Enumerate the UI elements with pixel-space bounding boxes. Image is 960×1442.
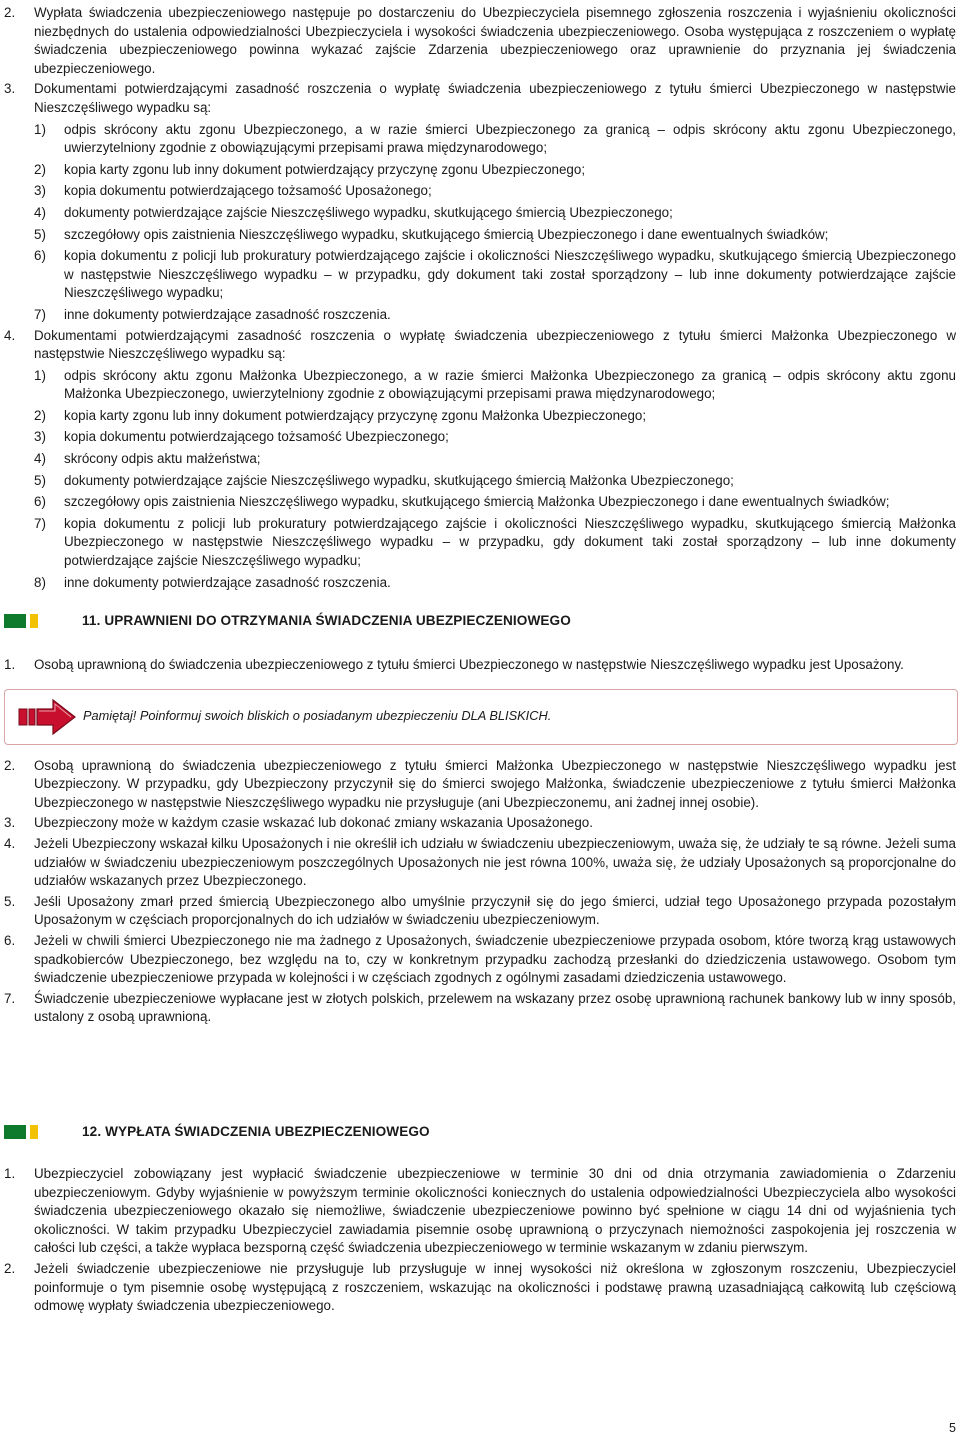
yellow-bar-icon <box>30 1125 38 1139</box>
item-text: Ubezpieczyciel zobowiązany jest wypłacić świadczenie ubezpieczeniowe w terminie 30 dni od dnia otrzymania zawiadomienia o Zdarzeniu ubezpieczeniowym. Gdyby wyjaśnienie w powyższym terminie okoliczności koniecznych do ustalenia odpowiedzialności Ubezpieczyciela albo wysokości świadczenia ubezpieczeniowego okazało się niemożliwe, świadczenie ubezpieczeniowe powinno być spełnione w ciągu 14 dni od wyjaśnienia tych okoliczności. W takim przypadku Ubezpieczyciel zawiadamia pisemnie osobę uprawnioną o przyczynach niemożności zaspokojenia jej roszczenia w całości lub części, a także wypłaca bezsporną część świadczenia ubezpieczeniowego w terminie wskazanym w zdaniu pierwszym. <box>34 1166 956 1256</box>
reminder-text: Pamiętaj! Poinformuj swoich bliskich o posiadanym ubezpieczeniu DLA BLISKICH. <box>83 708 552 724</box>
item-text: kopia dokumentu potwierdzającego tożsamość Uposażonego; <box>64 183 432 199</box>
yellow-bar-icon <box>30 614 38 628</box>
list-item <box>34 161 958 180</box>
paragraph-number: 2. <box>4 5 16 20</box>
paragraph-4 <box>4 327 958 364</box>
item-number: 2. <box>4 757 16 773</box>
item-number: 2. <box>4 1260 16 1276</box>
item-number: 3) <box>34 429 46 445</box>
item-number: 5) <box>34 226 46 242</box>
list-item <box>4 1260 958 1316</box>
list-item <box>34 226 958 245</box>
list-item <box>4 757 958 813</box>
item-number: 1. <box>4 1166 16 1181</box>
paragraph-text: Dokumentami potwierdzającymi zasadność roszczenia o wypłatę świadczenia ubezpieczeniowego z tytułu śmierci Ubezpieczonego w następstwie Nieszczęśliwego wypadku są: <box>34 81 956 115</box>
list-item <box>4 1165 958 1258</box>
item-text: Jeżeli świadczenie ubezpieczeniowe nie przysługuje lub przysługuje w innej wysokości niż określona w zgłoszonym roszczeniu, Ubezpieczyciel poinformuje o tym pisemnie osobę występującą z roszczeniem, wskazując na okoliczności i podstawę prawną uzasadniającą całkowitą lub częściową odmowę wypłaty świadczenia ubezpieczeniowego. <box>34 1260 956 1314</box>
list-item <box>34 247 958 303</box>
item-number: 4) <box>34 204 46 220</box>
item-text: odpis skrócony aktu zgonu Ubezpieczonego, a w razie śmierci Ubezpieczonego za granicą – odpis skrócony aktu zgonu Ubezpieczonego, uwierzytelniony zgodnie z obowiązującymi przepisami prawa międzynarodowego; <box>64 121 956 156</box>
item-number: 7. <box>4 990 16 1006</box>
item-number: 8) <box>34 574 46 590</box>
item-text: kopia dokumentu z policji lub prokuratury potwierdzającego zajście i okoliczności Nieszczęśliwego wypadku, skutkującego śmiercią Małżonka Ubezpieczonego w następstwie Nieszczęśliwego wypadku – w przypadku, gdy dokument taki został sporządzony – lub inne dokumenty potwierdzające zajście Nieszczęśliwego wypadku; <box>64 515 956 569</box>
item-number: 2) <box>34 407 46 423</box>
section-marker <box>4 1125 82 1139</box>
section-heading <box>4 1121 958 1143</box>
list-item <box>34 515 958 571</box>
item-text: Jeżeli Ubezpieczony wskazał kilku Uposażonych i nie określił ich udziału w świadczeniu ubezpieczeniowym, uważa się, że udziały te są równe. Jeżeli suma udziałów w świadczeniu ubezpieczeniowym poszczególnych Uposażonych nie jest równa 100%, uważa się, że udziały Uposażonych są proporcjonalne do udziałów wskazanych przez Ubezpieczonego. <box>34 835 956 889</box>
list-item <box>4 990 958 1027</box>
section-12 <box>4 1121 958 1316</box>
item-text: dokumenty potwierdzające zajście Nieszczęśliwego wypadku, skutkującego śmiercią Ubezpieczonego; <box>64 204 673 220</box>
item-text: Jeśli Uposażony zmarł przed śmiercią Ubezpieczonego albo umyślnie przyczynił się do jego śmierci, udział tego Uposażonego przypada pozostałym Uposażonym w częściach proporcjonalnych do ich udziałów w świadczeniu ubezpieczeniowym. <box>34 893 956 928</box>
item-number: 5. <box>4 893 16 909</box>
section-11 <box>4 610 958 1027</box>
item-text: kopia dokumentu z policji lub prokuratury potwierdzającego zajście i okoliczności Nieszczęśliwego wypadku, skutkującego śmiercią Ubezpieczonego w następstwie Nieszczęśliwego wypadku – w przypadku, gdy dokument taki został sporządzony – lub inne dokumenty potwierdzające zajście Nieszczęśliwego wypadku; <box>64 248 956 301</box>
list-item <box>34 306 958 325</box>
list-item <box>34 407 958 426</box>
section-title: 11. UPRAWNIENI DO OTRZYMANIA ŚWIADCZENIA UBEZPIECZENIOWEGO <box>82 612 571 628</box>
item-text: dokumenty potwierdzające zajście Nieszczęśliwego wypadku, skutkującego śmiercią Małżonka Ubezpieczonego; <box>64 472 734 488</box>
paragraph-text: Osobą uprawnioną do świadczenia ubezpieczeniowego z tytułu śmierci Ubezpieczonego w następstwie Nieszczęśliwego wypadku jest Uposażony. <box>34 657 904 672</box>
item-number: 3. <box>4 815 16 831</box>
item-text: inne dokumenty potwierdzające zasadność roszczenia. <box>64 306 391 322</box>
section-11-list <box>4 757 958 1027</box>
list-item <box>4 932 958 988</box>
green-square-icon <box>4 614 26 628</box>
paragraph-text: Dokumentami potwierdzającymi zasadność roszczenia o wypłatę świadczenia ubezpieczeniowego z tytułu śmierci Małżonka Ubezpieczonego w następstwie Nieszczęśliwego wypadku są: <box>34 327 956 362</box>
paragraph-text: Wypłata świadczenia ubezpieczeniowego następuje po dostarczeniu do Ubezpieczyciela pisemnego zgłoszenia roszczenia i wyjaśnieniu okoliczności niezbędnych do ustalenia odpowiedzialności Ubezpieczyciela i wysokości świadczenia ubezpieczeniowego. Osoba występująca z roszczeniem o wypłatę świadczenia ubezpieczeniowego powinna wykazać zajście Zdarzenia ubezpieczeniowego oraz uprawnienie do przyznania jej świadczenia ubezpieczeniowego. <box>34 5 956 76</box>
item-number: 6) <box>34 248 46 264</box>
item-text: skrócony odpis aktu małżeństwa; <box>64 451 261 467</box>
list-item <box>34 493 958 512</box>
paragraph-2 <box>4 4 958 78</box>
item-number: 3) <box>34 183 46 199</box>
item-text: inne dokumenty potwierdzające zasadność roszczenia. <box>64 574 391 590</box>
item-text: odpis skrócony aktu zgonu Małżonka Ubezpieczonego, a w razie śmierci Małżonka Ubezpieczonego za granicą – odpis skrócony aktu zgonu Małżonka Ubezpieczonego, uwierzytelniony zgodnie z obowiązującymi przepisami prawa międzynarodowego; <box>64 367 956 402</box>
paragraph-number: 4. <box>4 327 16 343</box>
item-text: Ubezpieczony może w każdym czasie wskazać lub dokonać zmiany wskazania Uposażonego. <box>34 815 593 831</box>
item-number: 1) <box>34 367 46 383</box>
list-item <box>34 428 958 447</box>
paragraph-number: 3. <box>4 81 16 97</box>
section-title: 12. WYPŁATA ŚWIADCZENIA UBEZPIECZENIOWEGO <box>82 1123 430 1139</box>
list-item <box>4 814 958 833</box>
page-number: 5 <box>949 1421 956 1436</box>
paragraph-number: 1. <box>4 657 16 672</box>
item-text: Jeżeli w chwili śmierci Ubezpieczonego nie ma żadnego z Uposażonych, świadczenie ubezpieczeniowe przypada osobom, które tworzą krąg ustawowych spadkobierców Ubezpieczonego, bez względu na to, czy w konkretnym przypadku zachodzą przesłanki do dziedziczenia ustawowego. Osobom tym świadczenie ubezpieczeniowe przypada w kolejności i w częściach zgodnych z ogólnymi zasadami dziedziczenia ustawowego. <box>34 932 956 986</box>
item-text: szczegółowy opis zaistnienia Nieszczęśliwego wypadku, skutkującego śmiercią Małżonka Ubezpieczonego i dane ewentualnych świadków; <box>64 494 890 510</box>
list-item <box>4 893 958 930</box>
paragraph-1 <box>4 656 958 675</box>
item-number: 1) <box>34 121 46 137</box>
intro-block <box>4 4 958 592</box>
item-text: kopia dokumentu potwierdzającego tożsamość Ubezpieczonego; <box>64 429 449 445</box>
list-item <box>4 835 958 891</box>
item-text: Świadczenie ubezpieczeniowe wypłacane jest w złotych polskich, przelewem na wskazany przez osobę uprawnioną rachunek bankowy lub w inny sposób, ustalony z osobą uprawnioną. <box>34 990 956 1025</box>
list-item <box>34 574 958 593</box>
green-square-icon <box>4 1125 26 1139</box>
item-number: 2) <box>34 161 46 177</box>
list-item <box>34 204 958 223</box>
item-number: 5) <box>34 472 46 488</box>
reminder-box <box>4 689 958 745</box>
item-number: 4) <box>34 451 46 467</box>
section-marker <box>4 614 82 628</box>
item-text: Osobą uprawnioną do świadczenia ubezpieczeniowego z tytułu śmierci Małżonka Ubezpieczonego w następstwie Nieszczęśliwego wypadku jest Ubezpieczony. W przypadku, gdy Ubezpieczony przyczynił się do śmierci swojego Małżonka, świadczenie ubezpieczeniowe z tytułu śmierci Małżonka Ubezpieczonego w następstwie Nieszczęśliwego wypadku nie przysługuje (ani Ubezpieczonemu, ani żadnej innej osobie). <box>34 757 956 810</box>
item-text: szczegółowy opis zaistnienia Nieszczęśliwego wypadku, skutkującego śmiercią Ubezpieczonego i dane ewentualnych świadków; <box>64 226 829 242</box>
paragraph-3 <box>4 80 958 117</box>
item-text: kopia karty zgonu lub inny dokument potwierdzający przyczynę zgonu Małżonka Ubezpieczonego; <box>64 407 647 423</box>
item-text: kopia karty zgonu lub inny dokument potwierdzający przyczynę zgonu Ubezpieczonego; <box>64 161 586 177</box>
section-12-list <box>4 1165 958 1316</box>
item-number: 6) <box>34 494 46 510</box>
item-number: 7) <box>34 306 46 322</box>
arrow-right-icon <box>17 697 79 737</box>
list-item <box>34 182 958 201</box>
list-item <box>34 472 958 491</box>
list-item <box>34 367 958 404</box>
list-item <box>34 450 958 469</box>
item-number: 7) <box>34 515 46 531</box>
list-item <box>34 121 958 158</box>
section-heading <box>4 610 958 632</box>
item-number: 4. <box>4 835 16 851</box>
item-number: 6. <box>4 932 16 948</box>
